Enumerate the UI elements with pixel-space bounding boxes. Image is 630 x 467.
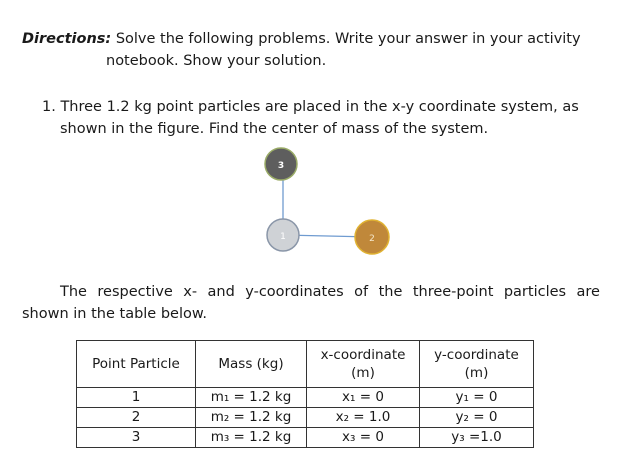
particle-1-label: 1 xyxy=(280,232,286,242)
table-intro xyxy=(22,281,600,325)
header-mass: Mass (kg) xyxy=(196,341,307,388)
particle-3-label: 3 xyxy=(277,161,285,171)
directions-text-1: Solve the following problems. Write your answer in your activity xyxy=(115,31,581,47)
problem-text-1: 1. Three 1.2 kg point particles are placed in the x-y coordinate system, as xyxy=(42,99,579,115)
intro-word: x- xyxy=(183,284,198,300)
header-x-coordinate: x-coordinate (m) xyxy=(307,341,420,388)
intro-word: The xyxy=(60,284,87,300)
table-intro-line-1 xyxy=(22,281,600,303)
problem-text-2: shown in the figure. Find the center of mass of the system. xyxy=(60,121,489,137)
cell-y: y₂ = 0 xyxy=(420,408,534,428)
cell-mass: m₂ = 1.2 kg xyxy=(196,408,307,428)
intro-word: respective xyxy=(97,284,173,300)
table-header-row xyxy=(77,341,534,388)
header-point-particle: Point Particle xyxy=(77,341,196,388)
coordinates-table xyxy=(76,340,534,448)
cell-y: y₃ =1.0 xyxy=(420,428,534,448)
particle-2-label: 2 xyxy=(369,234,375,244)
cell-particle: 2 xyxy=(77,408,196,428)
directions-line-1 xyxy=(22,28,602,50)
particle-figure xyxy=(250,142,410,260)
intro-word: y-coordinates xyxy=(245,284,344,300)
directions-text-2: notebook. Show your solution. xyxy=(106,53,327,69)
table-row xyxy=(77,428,534,448)
table-intro-line-2: shown in the table below. xyxy=(22,306,208,322)
directions-block xyxy=(22,28,602,72)
cell-y: y₁ = 0 xyxy=(420,388,534,408)
cell-mass: m₁ = 1.2 kg xyxy=(196,388,307,408)
table-row xyxy=(77,408,534,428)
directions-label: Directions: xyxy=(22,31,112,47)
intro-word: of xyxy=(354,284,369,300)
cell-particle: 3 xyxy=(77,428,196,448)
cell-mass: m₃ = 1.2 kg xyxy=(196,428,307,448)
cell-x: x₃ = 0 xyxy=(307,428,420,448)
intro-word: three-point xyxy=(412,284,494,300)
cell-x: x₂ = 1.0 xyxy=(307,408,420,428)
cell-x: x₁ = 0 xyxy=(307,388,420,408)
cell-particle: 1 xyxy=(77,388,196,408)
header-y-coordinate: y-coordinate (m) xyxy=(420,341,534,388)
intro-word: and xyxy=(207,284,235,300)
intro-word: are xyxy=(576,284,600,300)
intro-word: the xyxy=(378,284,403,300)
particle-diagram xyxy=(250,142,410,260)
table-row xyxy=(77,388,534,408)
intro-word: particles xyxy=(503,284,567,300)
problem-1 xyxy=(42,96,602,140)
